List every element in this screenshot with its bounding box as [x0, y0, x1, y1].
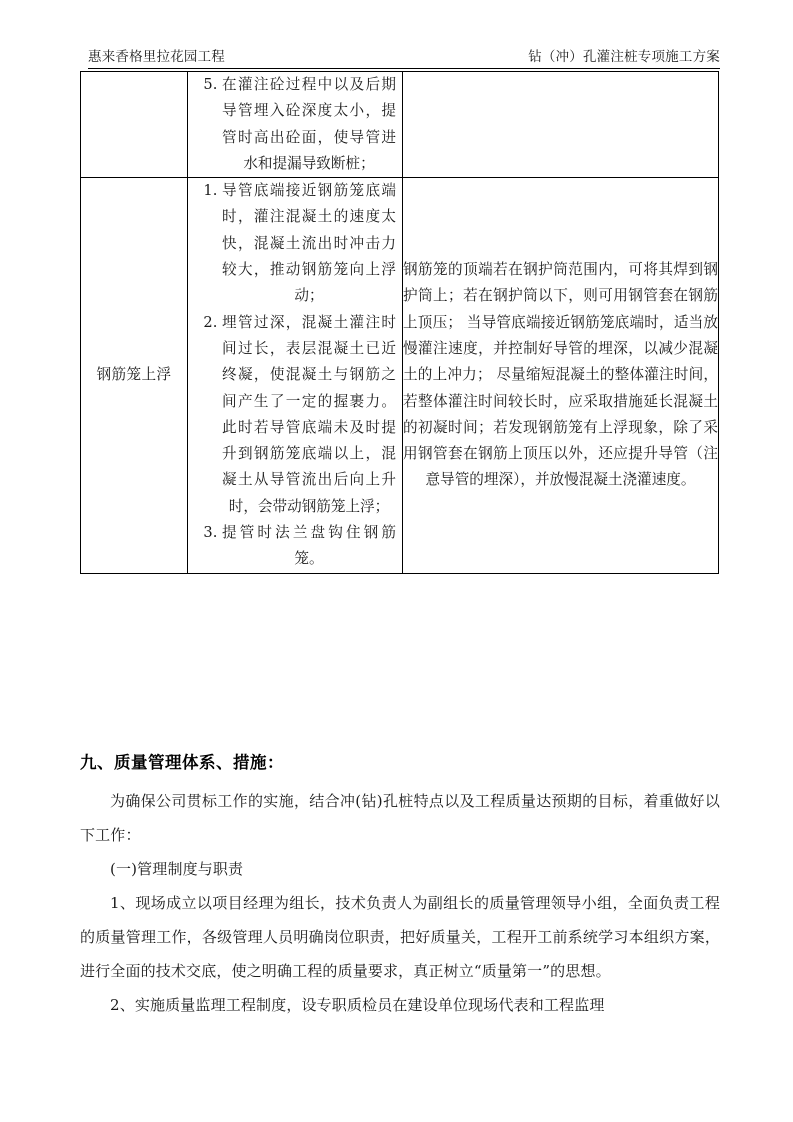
cause-list — [188, 178, 402, 572]
page-header — [88, 47, 720, 69]
row-label-cell — [81, 72, 188, 178]
paragraph: 1、现场成立以项目经理为组长，技术负责人为副组长的质量管理领导小组，全面负责工程的质量管理工作，各级管理人员明确岗位职责，把好质量关，工程开工前系统学习本组织方案，进行全面的技术交底，使之明确工程的质量要求，真正树立“质量第一”的思想。 — [80, 894, 720, 980]
row-label-cell: 钢筋笼上浮 — [81, 178, 188, 573]
table-row — [81, 178, 719, 573]
body-content — [80, 748, 720, 1022]
row-causes-cell — [188, 72, 403, 178]
cause-list — [188, 72, 402, 177]
row-measures-cell: 钢筋笼的顶端若在钢护筒范围内，可将其焊到钢护筒上；若在钢护筒以下，则可用钢管套在钢筋上顶压； 当导管底端接近钢筋笼底端时，适当放慢灌注速度，并控制好导管的埋深，以减少混凝土的上冲力； 尽量缩短混凝土的整体灌注时间，若整体灌注时间较长时，应采取措施延长混凝土的初凝时间；若发现钢筋笼有上浮现象，除了采用钢管套在钢筋上顶压以外，还应提升导管（注意导管的埋深），并放慢混凝土浇灌速度。 — [403, 178, 719, 573]
paragraph: 为确保公司贯标工作的实施，结合冲(钻)孔桩特点以及工程质量达预期的目标，着重做好以下工作： — [80, 792, 720, 844]
list-item: 1. 导管底端接近钢筋笼底端时，灌注混凝土的速度太快，混凝土流出时冲击力较大，推动钢筋笼向上浮动； — [222, 178, 396, 309]
list-item: 2. 埋管过深，混凝土灌注时间过长，表层混凝土已近终凝，使混凝土与钢筋之间产生了一定的握裹力。此时若导管底端未及时提升到钢筋笼底端以上，混凝土从导管流出后向上升时，会带动钢筋笼上浮； — [222, 310, 396, 520]
table-row — [81, 72, 719, 178]
page-title: 九、质量管理体系、措施： — [80, 753, 284, 772]
paragraph: 2、实施质量监理工程制度，设专职质检员在建设单位现场代表和工程监理 — [110, 996, 605, 1014]
list-item: 3. 提管时法兰盘钩住钢筋笼。 — [222, 520, 396, 573]
paragraph: (一)管理制度与职责 — [110, 860, 244, 878]
defects-table — [80, 71, 719, 574]
header-document-title: 钻（冲）孔灌注桩专项施工方案 — [528, 49, 720, 65]
row-causes-cell — [188, 178, 403, 573]
list-item: 5. 在灌注砼过程中以及后期导管埋入砼深度太小，提管时高出砼面，使导管进水和提漏导致断桩； — [222, 72, 396, 177]
header-project-name: 惠来香格里拉花园工程 — [88, 49, 225, 65]
row-measures-cell — [403, 72, 719, 178]
